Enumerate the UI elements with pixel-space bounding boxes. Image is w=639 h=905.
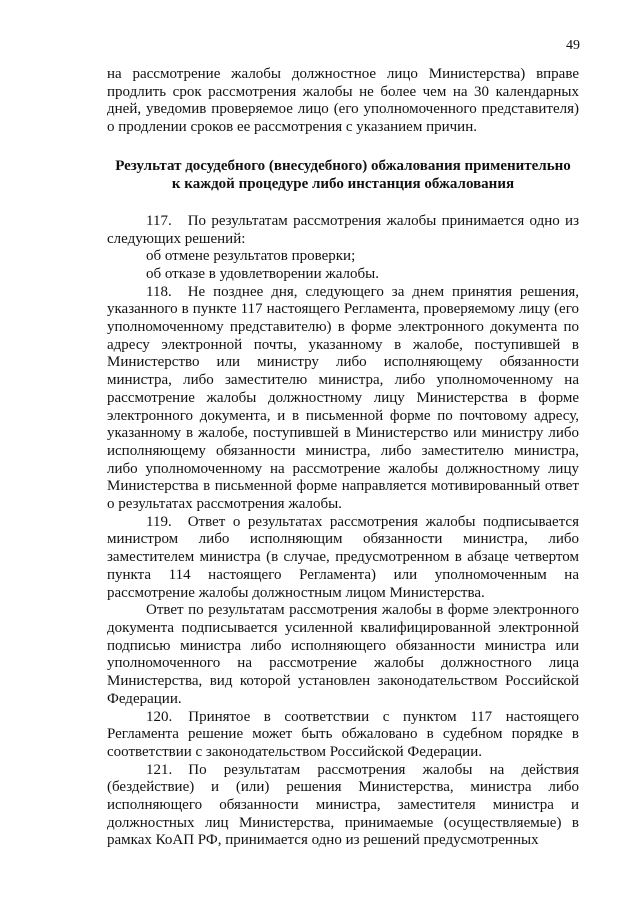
paragraph-121 xyxy=(107,762,579,851)
paragraph-118 xyxy=(107,284,579,514)
paragraph-119 xyxy=(107,514,579,603)
document-body xyxy=(107,66,579,850)
heading-line-2: к каждой процедуре либо инстанция обжалования xyxy=(171,175,515,192)
intro-paragraph: на рассмотрение жалобы должностное лицо Министерства) вправе продлить срок рассмотрения жалобы не более чем на 30 календарных дней, уведомив проверяемое лицо (его уполномоченного представителя) о продлении сроков ее рассмотрения с указанием причин. xyxy=(107,66,579,136)
paragraph-117-text: По результатам рассмотрения жалобы принимается одно из следующих решений: xyxy=(107,212,579,247)
paragraph-117-option-1: об отмене результатов проверки; xyxy=(146,248,356,265)
section-heading xyxy=(107,157,579,193)
page-number: 49 xyxy=(566,38,580,53)
paragraph-118-number: 118. xyxy=(146,283,172,300)
paragraph-119-continued: Ответ по результатам рассмотрения жалобы в форме электронного документа подписывается усиленной квалифицированной электронной подписью министра либо исполняющего обязанности министра или уполномоченного на рассмотрение жалобы должностного лица Министерства, вид которой установлен законодательством Российской Федерации. xyxy=(107,602,579,707)
paragraph-120-number: 120. xyxy=(146,708,173,725)
paragraph-121-text: По результатам рассмотрения жалобы на действия (бездействие) и (или) решения Министерства, министра либо исполняющего обязанности министра, заместителя министра и должностных лиц Министерства, принимаемые (осуществляемые) в рамках КоАП РФ, принимается одно из решений предусмотренных xyxy=(107,761,579,849)
heading-line-1: Результат досудебного (внесудебного) обжалования применительно xyxy=(115,157,571,174)
paragraph-120-text: Принятое в соответствии с пунктом 117 настоящего Регламента решение может быть обжаловано в судебном порядке в соответствии с законодательством Российской Федерации. xyxy=(107,708,579,760)
paragraph-121-number: 121. xyxy=(146,761,173,778)
paragraph-117-number: 117. xyxy=(146,212,172,229)
paragraph-119-number: 119. xyxy=(146,513,172,530)
paragraph-117-option-2: об отказе в удовлетворении жалобы. xyxy=(146,265,379,282)
paragraph-120 xyxy=(107,709,579,762)
paragraph-119-text: Ответ о результатах рассмотрения жалобы подписывается министром либо исполняющим обязанности министра, либо заместителем министра (в случае, предусмотренном в абзаце четвертом пункта 114 настоящего Регламента) или уполномоченным на рассмотрение жалобы должностным лицом Министерства. xyxy=(107,513,579,601)
paragraph-118-text: Не позднее дня, следующего за днем принятия решения, указанного в пункте 117 настоящего Регламента, проверяемому лицу (его уполномоченному представителю) в форме электронного документа по адресу электронной почты, указанному в жалобе, поступившей в Министерство или министру либо исполняющему обязанности министра, либо заместителю министра, либо уполномоченному на рассмотрение жалобы должностному лицу Министерства в форме электронного документа, и в письменной форме по почтовому адресу, указанному в жалобе, поступившей в Министерство или министру либо исполняющему обязанности министра, либо заместителю министра, либо уполномоченному на рассмотрение жалобы должностному лицу Министерства в письменной форме направляется мотивированный ответ о результатах рассмотрения жалобы. xyxy=(107,283,579,513)
paragraph-117 xyxy=(107,213,579,248)
